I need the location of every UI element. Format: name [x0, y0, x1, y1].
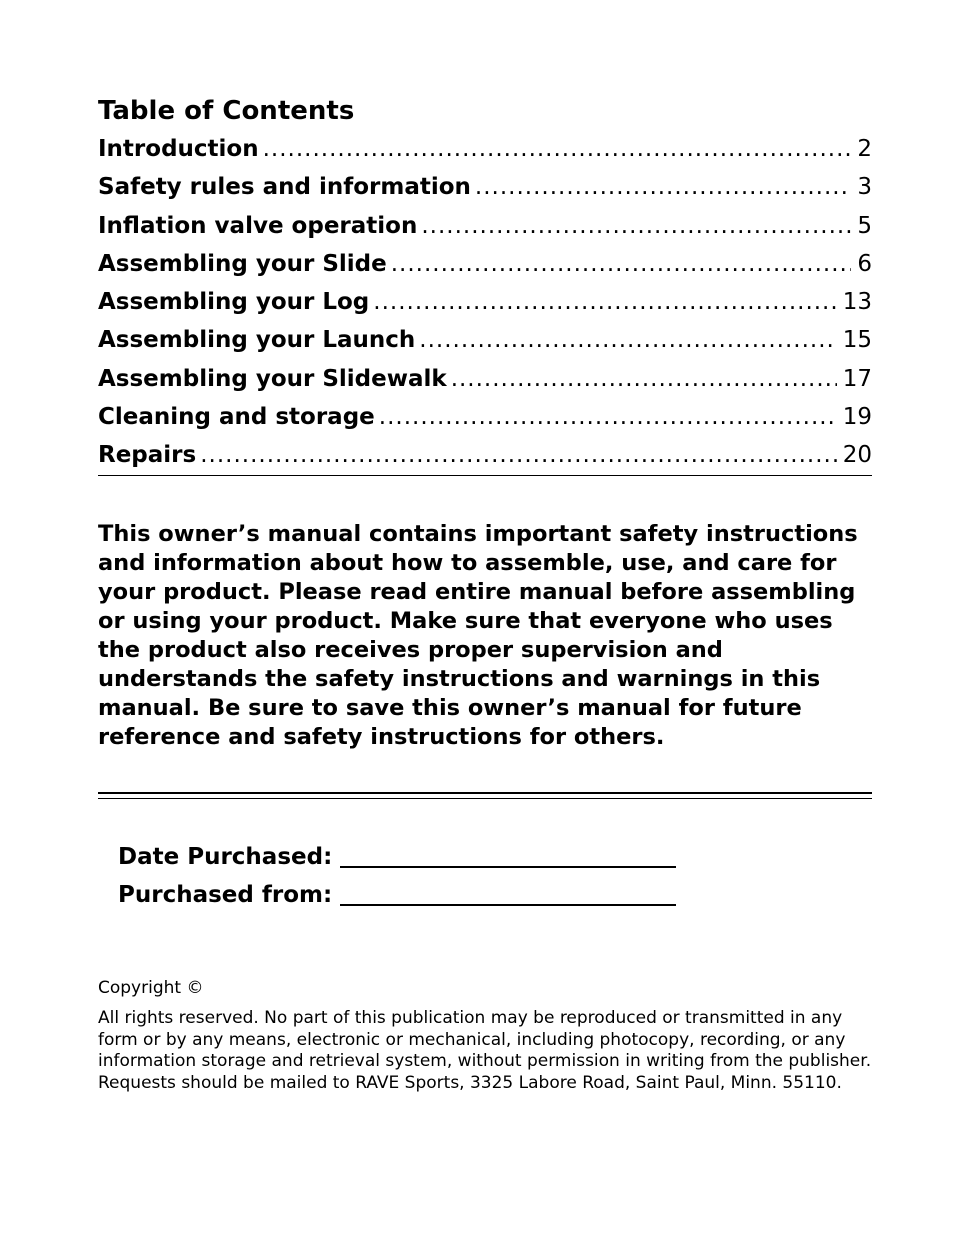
toc-entry-page: 17	[842, 365, 872, 392]
purchased-from-label: Purchased from:	[118, 882, 333, 908]
toc-bottom-rule	[98, 475, 872, 476]
toc-title: Table of Contents	[98, 96, 355, 126]
date-purchased-row	[118, 838, 676, 876]
toc-entry-assembling-slide	[98, 245, 872, 283]
toc-entry-page: 20	[842, 442, 872, 469]
toc-entry-page: 5	[857, 212, 872, 239]
toc-entry-label: Assembling your Log	[98, 289, 370, 316]
rights-paragraph: All rights reserved. No part of this publication may be reproduced or transmitted in any form or by any means, electronic or mechanical, including photocopy, recording, or any information storage and retrieval system, without permission in writing from the publisher. Requests should be mailed to RAVE Sports, 3325 Labore Road, Saint Paul, Minn. 55110.	[98, 1008, 872, 1094]
toc-entry-label: Cleaning and storage	[98, 404, 375, 431]
table-of-contents	[98, 92, 872, 476]
date-purchased-blank[interactable]	[340, 866, 676, 868]
date-purchased-label: Date Purchased:	[118, 844, 333, 870]
toc-entry-inflation-valve	[98, 207, 872, 245]
toc-list	[98, 130, 872, 475]
toc-leader-dots	[419, 321, 836, 359]
toc-entry-label: Safety rules and information	[98, 174, 471, 201]
toc-entry-label: Assembling your Slidewalk	[98, 365, 447, 392]
toc-entry-assembling-slidewalk	[98, 360, 872, 398]
double-divider	[98, 792, 872, 799]
toc-entry-label: Introduction	[98, 136, 259, 162]
toc-leader-dots	[391, 245, 852, 283]
toc-leader-dots	[200, 436, 837, 474]
toc-entry-assembling-launch	[98, 321, 872, 359]
toc-leader-dots	[263, 130, 852, 168]
toc-entry-introduction	[98, 130, 872, 168]
purchased-from-blank[interactable]	[340, 904, 676, 906]
purchase-info	[118, 838, 676, 914]
toc-entry-page: 19	[842, 404, 872, 431]
purchased-from-row	[118, 876, 676, 914]
toc-entry-page: 15	[842, 327, 872, 354]
toc-entry-label: Inflation valve operation	[98, 212, 418, 239]
toc-entry-safety-rules	[98, 168, 872, 206]
toc-leader-dots	[373, 283, 836, 321]
toc-entry-repairs	[98, 436, 872, 474]
toc-leader-dots	[475, 168, 851, 206]
copyright-line: Copyright ©	[98, 978, 204, 998]
toc-entry-page: 13	[842, 289, 872, 316]
toc-entry-assembling-log	[98, 283, 872, 321]
toc-entry-page: 6	[857, 250, 872, 277]
toc-leader-dots	[379, 398, 837, 436]
toc-entry-label: Assembling your Slide	[98, 250, 387, 277]
toc-entry-label: Assembling your Launch	[98, 327, 416, 354]
toc-entry-page: 3	[857, 174, 872, 201]
toc-leader-dots	[451, 360, 837, 398]
toc-leader-dots	[421, 207, 851, 245]
toc-entry-page: 2	[857, 136, 872, 162]
intro-paragraph: This owner’s manual contains important safety instructions and information about how to assemble, use, and care for your product. Please read entire manual before assembling or using your product. Make sure that everyone who uses the product also receives proper supervision and understands the safety instructions and warnings in this manual. Be sure to save this owner’s manual for future reference and safety instructions for others.	[98, 521, 858, 750]
toc-entry-cleaning-storage	[98, 398, 872, 436]
toc-entry-label: Repairs	[98, 442, 197, 469]
